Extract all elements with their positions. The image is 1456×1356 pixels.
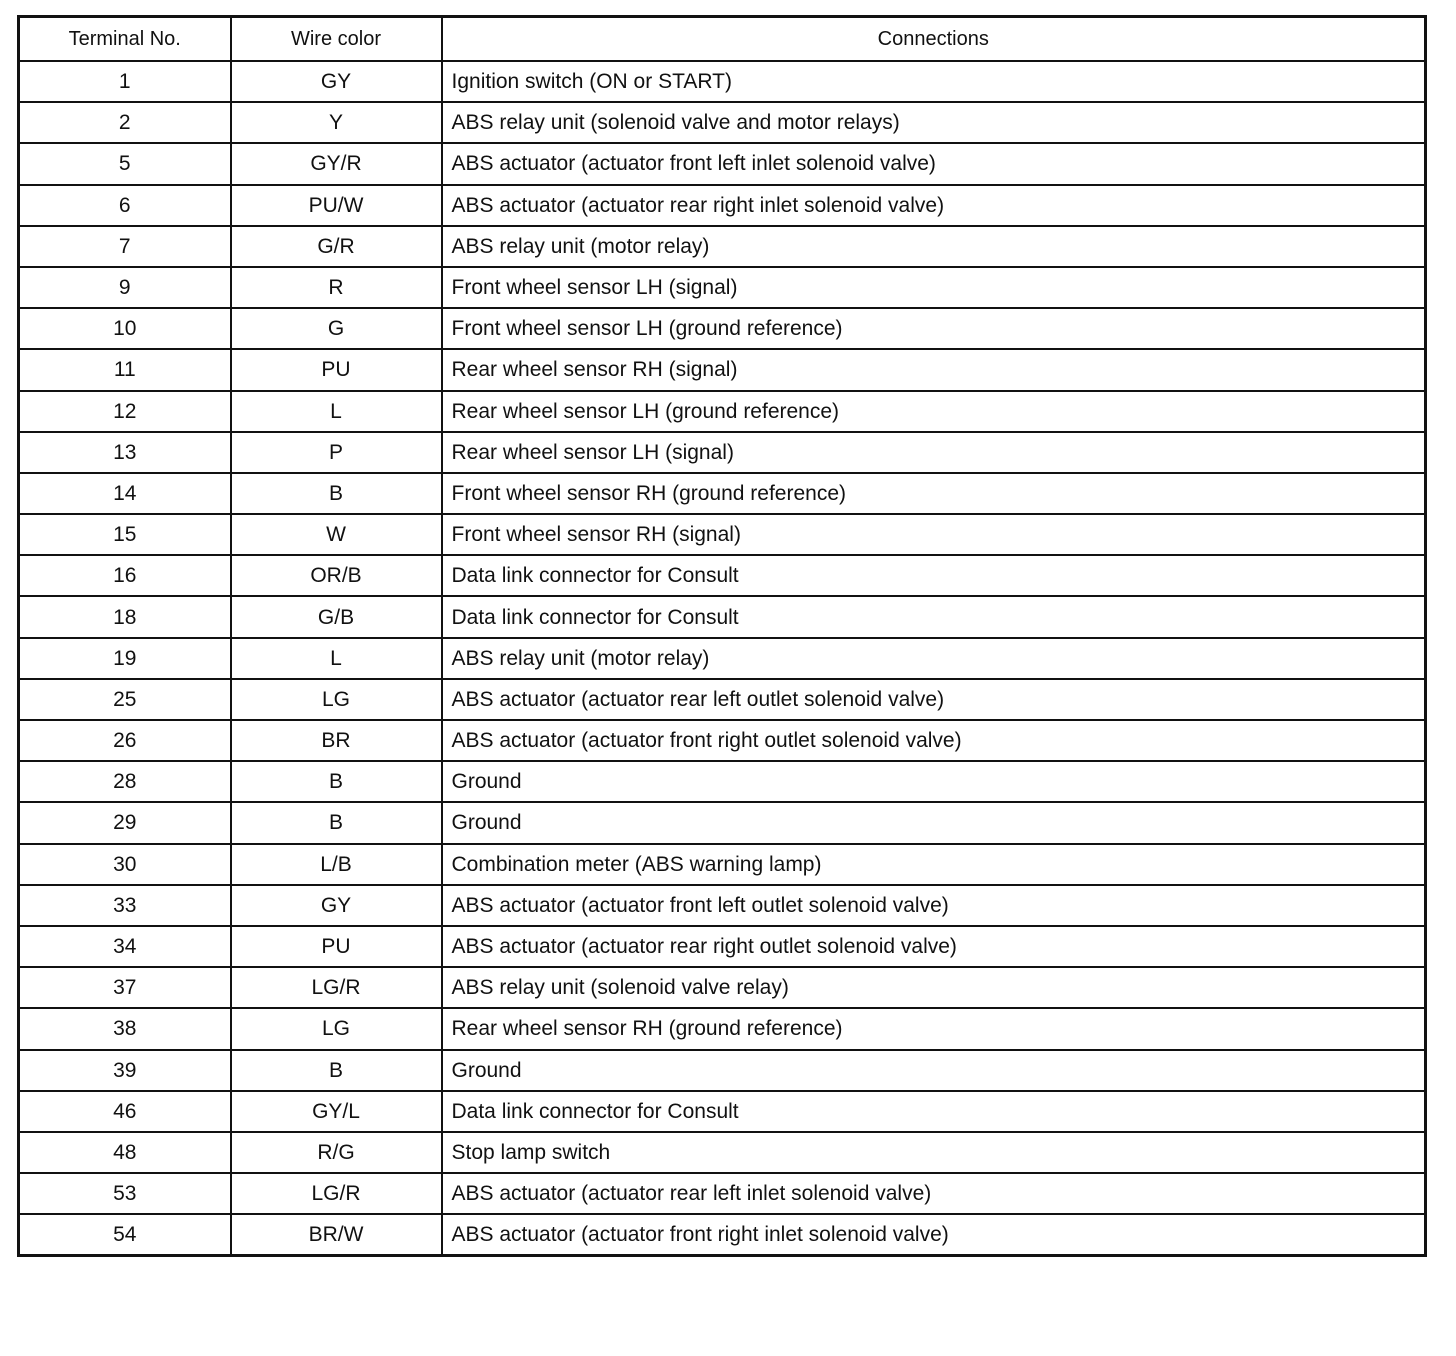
wire-color-cell: OR/B [231, 555, 442, 596]
terminal-no-cell: 6 [19, 185, 231, 226]
terminal-no-cell: 14 [19, 473, 231, 514]
terminal-no-cell: 33 [19, 885, 231, 926]
table-row [19, 638, 1426, 679]
connection-cell: Ground [442, 761, 1426, 802]
wire-color-cell: B [231, 761, 442, 802]
wire-color-cell: LG [231, 1008, 442, 1049]
table-row [19, 1050, 1426, 1091]
table-row [19, 1214, 1426, 1256]
terminal-no-cell: 13 [19, 432, 231, 473]
terminal-no-cell: 12 [19, 391, 231, 432]
terminal-no-cell: 25 [19, 679, 231, 720]
wire-color-cell: W [231, 514, 442, 555]
table-row [19, 185, 1426, 226]
connection-cell: Data link connector for Consult [442, 555, 1426, 596]
connection-cell: ABS relay unit (solenoid valve and motor relays) [442, 102, 1426, 143]
wire-color-cell: B [231, 802, 442, 843]
connection-cell: ABS actuator (actuator front right outlet solenoid valve) [442, 720, 1426, 761]
connection-cell: ABS actuator (actuator rear left inlet solenoid valve) [442, 1173, 1426, 1214]
table-row [19, 391, 1426, 432]
terminal-no-cell: 5 [19, 143, 231, 184]
connection-cell: Data link connector for Consult [442, 596, 1426, 637]
wire-color-cell: B [231, 1050, 442, 1091]
table-header [19, 17, 1426, 62]
wire-color-cell: L/B [231, 844, 442, 885]
wire-color-cell: L [231, 391, 442, 432]
wire-color-cell: P [231, 432, 442, 473]
terminal-no-cell: 19 [19, 638, 231, 679]
table-row [19, 102, 1426, 143]
table-row [19, 514, 1426, 555]
table-row [19, 1091, 1426, 1132]
table-row [19, 596, 1426, 637]
connection-cell: Front wheel sensor RH (signal) [442, 514, 1426, 555]
connection-cell: ABS actuator (actuator front left inlet solenoid valve) [442, 143, 1426, 184]
terminal-no-cell: 39 [19, 1050, 231, 1091]
table-row [19, 885, 1426, 926]
table-row [19, 844, 1426, 885]
connection-cell: ABS actuator (actuator front left outlet solenoid valve) [442, 885, 1426, 926]
terminal-no-cell: 28 [19, 761, 231, 802]
terminal-no-cell: 15 [19, 514, 231, 555]
wire-color-cell: R/G [231, 1132, 442, 1173]
table-body [19, 61, 1426, 1256]
connection-cell: ABS actuator (actuator front right inlet solenoid valve) [442, 1214, 1426, 1256]
wire-color-cell: PU/W [231, 185, 442, 226]
header-row [19, 17, 1426, 62]
connection-cell: Ground [442, 802, 1426, 843]
wire-color-cell: LG [231, 679, 442, 720]
table-row [19, 61, 1426, 102]
table-row [19, 473, 1426, 514]
connection-cell: ABS relay unit (motor relay) [442, 638, 1426, 679]
wire-color-cell: GY/R [231, 143, 442, 184]
wire-color-cell: R [231, 267, 442, 308]
connection-cell: Rear wheel sensor LH (signal) [442, 432, 1426, 473]
connection-cell: Data link connector for Consult [442, 1091, 1426, 1132]
connection-cell: Front wheel sensor RH (ground reference) [442, 473, 1426, 514]
wire-color-cell: PU [231, 349, 442, 390]
terminal-no-cell: 34 [19, 926, 231, 967]
wire-color-cell: GY/L [231, 1091, 442, 1132]
terminal-no-cell: 38 [19, 1008, 231, 1049]
header-wire-color: Wire color [231, 17, 442, 62]
table-row [19, 267, 1426, 308]
connection-cell: ABS actuator (actuator rear right inlet solenoid valve) [442, 185, 1426, 226]
wire-color-cell: LG/R [231, 1173, 442, 1214]
terminal-no-cell: 7 [19, 226, 231, 267]
table-row [19, 967, 1426, 1008]
terminal-no-cell: 2 [19, 102, 231, 143]
table-row [19, 1173, 1426, 1214]
terminal-no-cell: 37 [19, 967, 231, 1008]
connection-cell: Stop lamp switch [442, 1132, 1426, 1173]
table-row [19, 1132, 1426, 1173]
wire-color-cell: GY [231, 885, 442, 926]
connection-cell: ABS relay unit (solenoid valve relay) [442, 967, 1426, 1008]
terminal-no-cell: 10 [19, 308, 231, 349]
terminal-no-cell: 54 [19, 1214, 231, 1256]
table-row [19, 555, 1426, 596]
terminal-no-cell: 16 [19, 555, 231, 596]
table-row [19, 1008, 1426, 1049]
wire-color-cell: GY [231, 61, 442, 102]
terminal-no-cell: 53 [19, 1173, 231, 1214]
table-row [19, 308, 1426, 349]
terminal-no-cell: 9 [19, 267, 231, 308]
wire-color-cell: BR [231, 720, 442, 761]
table-row [19, 679, 1426, 720]
wire-color-cell: B [231, 473, 442, 514]
header-connections: Connections [442, 17, 1426, 62]
terminal-wiring-table [17, 15, 1427, 1257]
wire-color-cell: L [231, 638, 442, 679]
wire-color-cell: LG/R [231, 967, 442, 1008]
wire-color-cell: G [231, 308, 442, 349]
connection-cell: Front wheel sensor LH (ground reference) [442, 308, 1426, 349]
terminal-no-cell: 48 [19, 1132, 231, 1173]
terminal-no-cell: 11 [19, 349, 231, 390]
wire-color-cell: BR/W [231, 1214, 442, 1256]
connection-cell: ABS actuator (actuator rear right outlet solenoid valve) [442, 926, 1426, 967]
connection-cell: ABS actuator (actuator rear left outlet solenoid valve) [442, 679, 1426, 720]
connection-cell: Front wheel sensor LH (signal) [442, 267, 1426, 308]
table-row [19, 349, 1426, 390]
connection-cell: Rear wheel sensor RH (ground reference) [442, 1008, 1426, 1049]
table-row [19, 720, 1426, 761]
connection-cell: Rear wheel sensor LH (ground reference) [442, 391, 1426, 432]
table-row [19, 143, 1426, 184]
table-row [19, 432, 1426, 473]
terminal-no-cell: 18 [19, 596, 231, 637]
connection-cell: Ignition switch (ON or START) [442, 61, 1426, 102]
table-row [19, 226, 1426, 267]
header-terminal-no: Terminal No. [19, 17, 231, 62]
connection-cell: ABS relay unit (motor relay) [442, 226, 1426, 267]
wire-color-cell: G/R [231, 226, 442, 267]
terminal-no-cell: 26 [19, 720, 231, 761]
terminal-no-cell: 1 [19, 61, 231, 102]
terminal-no-cell: 46 [19, 1091, 231, 1132]
connection-cell: Rear wheel sensor RH (signal) [442, 349, 1426, 390]
connection-cell: Combination meter (ABS warning lamp) [442, 844, 1426, 885]
connection-cell: Ground [442, 1050, 1426, 1091]
wire-color-cell: PU [231, 926, 442, 967]
terminal-no-cell: 29 [19, 802, 231, 843]
table-row [19, 802, 1426, 843]
table-row [19, 926, 1426, 967]
wire-color-cell: Y [231, 102, 442, 143]
terminal-no-cell: 30 [19, 844, 231, 885]
table-row [19, 761, 1426, 802]
wire-color-cell: G/B [231, 596, 442, 637]
